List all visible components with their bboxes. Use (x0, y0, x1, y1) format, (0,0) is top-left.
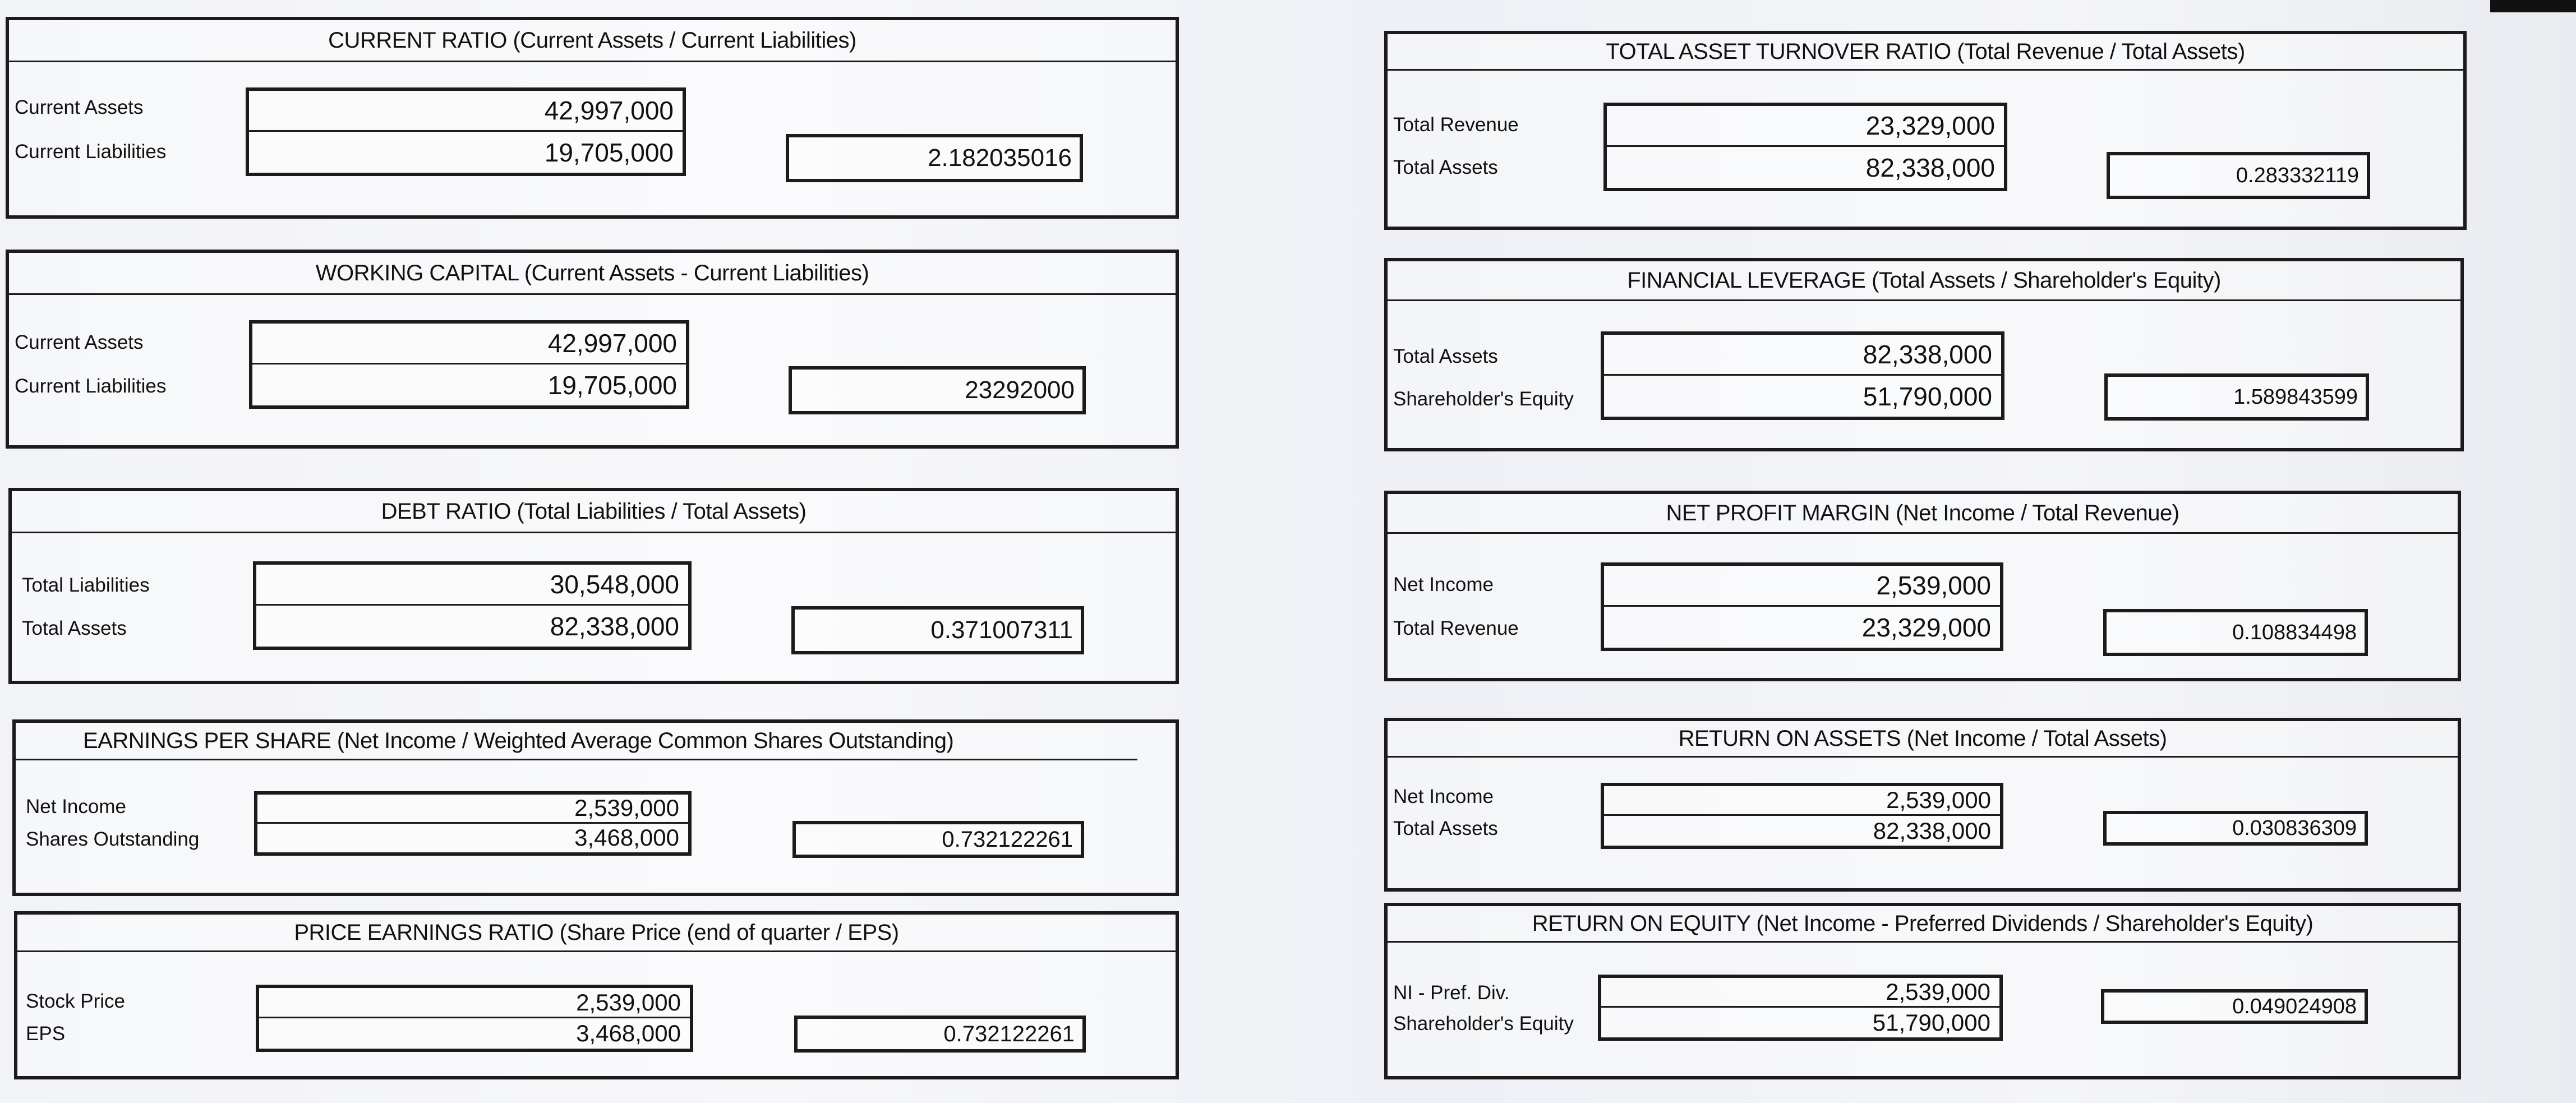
total-asset-turnover-result[interactable]: 0.283332119 (2107, 152, 2370, 199)
current-ratio-panel (6, 17, 1179, 219)
debt-ratio-result[interactable]: 0.371007311 (791, 606, 1084, 654)
label-total-liabilities: Total Liabilities (22, 574, 150, 596)
total-assets-cell[interactable]: 82,338,000 (1604, 335, 2001, 376)
label-total-assets: Total Assets (1393, 345, 1498, 367)
label-stock-price: Stock Price (26, 990, 125, 1012)
label-shares-outstanding: Shares Outstanding (26, 828, 200, 850)
net-profit-margin-result[interactable]: 0.108834498 (2103, 609, 2368, 656)
eps-cell[interactable]: 3,468,000 (576, 1020, 681, 1046)
input-box (256, 985, 693, 1052)
input-box (1601, 331, 2004, 420)
current-liabilities-cell[interactable]: 19,705,000 (547, 370, 677, 400)
panel-title: WORKING CAPITAL (Current Assets - Current Liabilities) (9, 253, 1176, 295)
net-income-cell[interactable]: 2,539,000 (1604, 566, 2000, 607)
debt-ratio-panel (8, 488, 1179, 684)
total-asset-turnover-panel (1384, 31, 2467, 230)
label-current-liabilities: Current Liabilities (15, 141, 167, 163)
panel-title: PRICE EARNINGS RATIO (Share Price (end of quarter / EPS) (17, 915, 1176, 952)
label-total-assets: Total Assets (1393, 818, 1498, 839)
total-revenue-cell[interactable]: 23,329,000 (1607, 106, 2004, 147)
shareholders-equity-cell[interactable]: 51,790,000 (1872, 1009, 1990, 1036)
input-box (254, 791, 692, 856)
current-assets-cell[interactable]: 42,997,000 (252, 324, 686, 364)
panel-title: RETURN ON ASSETS (Net Income / Total Assets) (1388, 721, 2458, 758)
financial-leverage-panel (1384, 258, 2464, 451)
current-assets-cell[interactable]: 42,997,000 (249, 91, 683, 132)
net-profit-margin-panel (1384, 491, 2461, 681)
total-assets-cell[interactable]: 82,338,000 (1865, 153, 1995, 182)
label-ni-pref-div: NI - Pref. Div. (1393, 982, 1510, 1004)
panel-title: DEBT RATIO (Total Liabilities / Total Assets) (12, 491, 1176, 533)
label-eps: EPS (26, 1023, 66, 1045)
panel-title: FINANCIAL LEVERAGE (Total Assets / Shareholder's Equity) (1388, 261, 2460, 301)
price-earnings-ratio-result[interactable]: 0.732122261 (794, 1016, 1086, 1053)
earnings-per-share-panel (12, 719, 1179, 896)
return-on-equity-panel (1384, 903, 2461, 1079)
panel-title: EARNINGS PER SHARE (Net Income / Weighted Average Common Shares Outstanding) (16, 723, 1137, 760)
input-box (1603, 103, 2007, 191)
panel-title: NET PROFIT MARGIN (Net Income / Total Revenue) (1388, 494, 2458, 534)
label-total-revenue: Total Revenue (1393, 617, 1519, 639)
working-capital-result[interactable]: 23292000 (789, 366, 1086, 414)
panel-title: CURRENT RATIO (Current Assets / Current Liabilities) (9, 20, 1176, 62)
label-total-assets: Total Assets (1393, 156, 1498, 178)
net-income-cell[interactable]: 2,539,000 (257, 795, 688, 824)
working-capital-panel (6, 250, 1179, 449)
input-box (249, 320, 689, 409)
label-current-liabilities: Current Liabilities (15, 375, 167, 397)
label-net-income: Net Income (1393, 786, 1494, 807)
panel-title: RETURN ON EQUITY (Net Income - Preferred Dividends / Shareholder's Equity) (1388, 906, 2458, 943)
price-earnings-ratio-panel (14, 911, 1179, 1079)
total-liabilities-cell[interactable]: 30,548,000 (256, 565, 688, 606)
return-on-assets-result[interactable]: 0.030836309 (2103, 811, 2368, 846)
financial-leverage-result[interactable]: 1.589843599 (2104, 373, 2369, 421)
return-on-assets-panel (1384, 718, 2461, 892)
input-box (1601, 562, 2003, 651)
current-ratio-result[interactable]: 2.182035016 (786, 134, 1083, 182)
input-box (253, 561, 692, 650)
input-box (1601, 783, 2003, 849)
stock-price-cell[interactable]: 2,539,000 (259, 988, 690, 1018)
shareholders-equity-cell[interactable]: 51,790,000 (1863, 381, 1992, 411)
label-shareholders-equity: Shareholder's Equity (1393, 388, 1574, 410)
total-revenue-cell[interactable]: 23,329,000 (1861, 612, 1991, 642)
total-assets-cell[interactable]: 82,338,000 (550, 611, 679, 641)
label-total-assets: Total Assets (22, 617, 127, 639)
return-on-equity-result[interactable]: 0.049024908 (2101, 989, 2368, 1024)
shares-outstanding-cell[interactable]: 3,468,000 (574, 824, 679, 851)
label-net-income: Net Income (1393, 574, 1494, 596)
ni-pref-div-cell[interactable]: 2,539,000 (1601, 978, 1999, 1008)
panel-title: TOTAL ASSET TURNOVER RATIO (Total Revenue / Total Assets) (1388, 34, 2463, 71)
current-liabilities-cell[interactable]: 19,705,000 (544, 137, 674, 167)
label-total-revenue: Total Revenue (1393, 114, 1519, 136)
label-net-income: Net Income (26, 796, 126, 818)
label-current-assets: Current Assets (15, 96, 144, 118)
input-box (246, 87, 686, 176)
net-income-cell[interactable]: 2,539,000 (1604, 786, 2000, 816)
window-top-bar (2490, 0, 2576, 12)
earnings-per-share-result[interactable]: 0.732122261 (792, 821, 1084, 858)
input-box (1598, 975, 2003, 1041)
total-assets-cell[interactable]: 82,338,000 (1873, 817, 1991, 844)
label-current-assets: Current Assets (15, 331, 144, 353)
label-shareholders-equity: Shareholder's Equity (1393, 1013, 1574, 1035)
